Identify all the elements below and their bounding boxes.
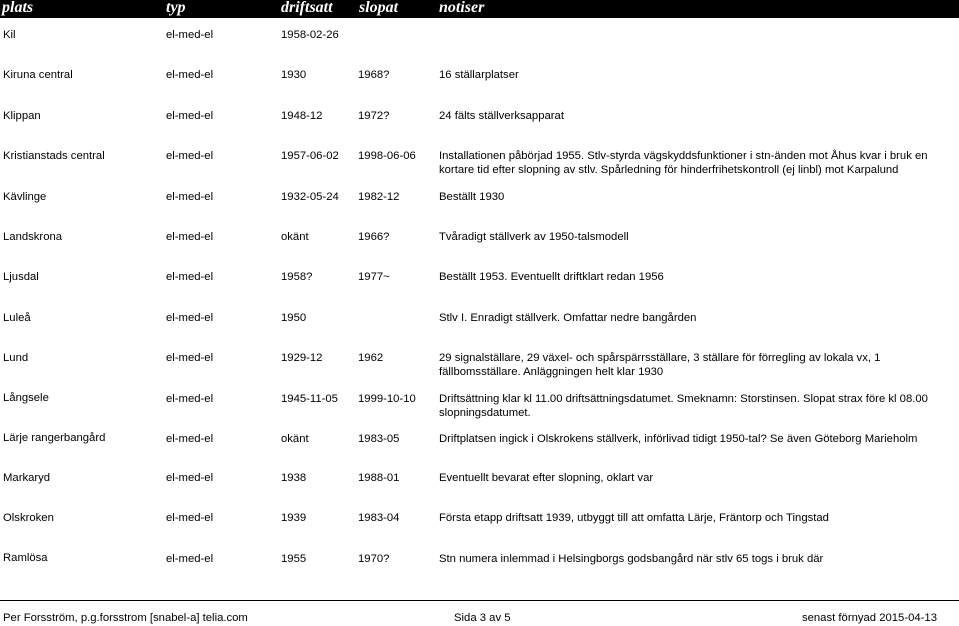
cell-typ: el-med-el (166, 29, 214, 41)
footer-page-number: Sida 3 av 5 (454, 612, 511, 624)
cell-notiser: Stn numera inlemmad i Helsingborgs godsbangård när stlv 65 togs i bruk där (439, 553, 824, 565)
cell-slopat: 1988-01 (358, 472, 400, 484)
cell-plats: Ramlösa (3, 552, 48, 564)
cell-driftsatt: 1945-11-05 (281, 393, 338, 405)
cell-notiser: 24 fälts ställverksapparat (439, 110, 564, 122)
cell-driftsatt: okänt (281, 433, 309, 445)
cell-plats: Kristianstads central (3, 150, 105, 162)
cell-plats: Lärje rangerbangård (3, 432, 106, 444)
cell-typ: el-med-el (166, 150, 214, 162)
header-slopat: slopat (359, 0, 399, 16)
cell-driftsatt: 1938 (281, 472, 307, 484)
cell-slopat: 1999-10-10 (358, 393, 416, 405)
cell-driftsatt: 1950 (281, 312, 307, 324)
cell-typ: el-med-el (166, 433, 214, 445)
cell-notiser: 16 ställarplatser (439, 69, 519, 81)
header-plats: plats (2, 0, 34, 16)
cell-notiser: Driftsättning klar kl 11.00 driftsättningsdatumet. Smeknamn: Storstinsen. Slopat strax före kl 08.00 slopningsdatumet. (439, 393, 928, 419)
cell-plats: Klippan (3, 110, 41, 122)
cell-plats: Luleå (3, 312, 31, 324)
cell-notiser: Eventuellt bevarat efter slopning, oklart var (439, 472, 654, 484)
cell-plats: Kil (3, 29, 16, 41)
cell-driftsatt: 1932-05-24 (281, 191, 339, 203)
cell-typ: el-med-el (166, 69, 214, 81)
cell-slopat: 1982-12 (358, 191, 400, 203)
cell-typ: el-med-el (166, 312, 214, 324)
cell-notiser: Beställt 1953. Eventuellt driftklart redan 1956 (439, 271, 664, 283)
footer-updated-date: senast förnyad 2015-04-13 (801, 612, 937, 624)
cell-driftsatt: 1930 (281, 69, 307, 81)
cell-plats: Ljusdal (3, 271, 39, 283)
cell-typ: el-med-el (166, 191, 214, 203)
cell-driftsatt: okänt (281, 231, 309, 243)
cell-notiser: Driftplatsen ingick i Olskrokens ställverk, införlivad tidigt 1950-tal? Se även Göteborg Marieholm (439, 433, 918, 445)
cell-slopat: 1970? (358, 553, 390, 565)
cell-slopat: 1968? (358, 69, 390, 81)
footer-divider (0, 600, 959, 601)
cell-slopat: 1983-04 (358, 512, 400, 524)
cell-driftsatt: 1957-06-02 (281, 150, 339, 162)
cell-typ: el-med-el (166, 393, 214, 405)
cell-typ: el-med-el (166, 512, 214, 524)
table-header (0, 0, 959, 18)
cell-notiser: Beställt 1930 (439, 191, 505, 203)
header-driftsatt: driftsatt (281, 0, 333, 16)
cell-plats: Kiruna central (3, 69, 73, 81)
cell-slopat: 1977~ (358, 271, 390, 283)
cell-plats: Långsele (3, 392, 49, 404)
cell-plats: Lund (3, 352, 29, 364)
cell-notiser: Installationen påbörjad 1955. Stlv-styrda vägskyddsfunktioner i stn-änden mot Åhus kvar i bruk en kortare tid efter slopning av stlv. Spårledning för hinderfrihetskontroll (ej linbl) mot Karpalund (439, 150, 928, 176)
cell-notiser: Tvåradigt ställverk av 1950-talsmodell (439, 231, 629, 243)
cell-driftsatt: 1929-12 (281, 352, 323, 364)
cell-driftsatt: 1958-02-26 (281, 29, 339, 41)
cell-typ: el-med-el (166, 110, 214, 122)
cell-notiser: Stlv I. Enradigt ställverk. Omfattar nedre bangården (439, 312, 697, 324)
cell-plats: Landskrona (3, 231, 63, 243)
cell-driftsatt: 1939 (281, 512, 307, 524)
header-typ: typ (166, 0, 186, 16)
cell-notiser: 29 signalställare, 29 växel- och spårspärrsställare, 3 ställare för förregling av lokala vx, 1 fällbomsställare. Anläggningen helt klar 1930 (439, 352, 881, 378)
cell-typ: el-med-el (166, 271, 214, 283)
cell-slopat: 1966? (358, 231, 390, 243)
cell-typ: el-med-el (166, 352, 214, 364)
cell-typ: el-med-el (166, 553, 214, 565)
cell-plats: Kävlinge (3, 191, 47, 203)
header-notiser: notiser (439, 0, 485, 16)
cell-driftsatt: 1948-12 (281, 110, 323, 122)
cell-slopat: 1962 (358, 352, 384, 364)
cell-driftsatt: 1955 (281, 553, 307, 565)
cell-driftsatt: 1958? (281, 271, 313, 283)
cell-typ: el-med-el (166, 231, 214, 243)
cell-plats: Olskroken (3, 512, 54, 524)
footer-author: Per Forsström, p.g.forsstrom [snabel-a] telia.com (3, 612, 248, 624)
cell-slopat: 1983-05 (358, 433, 400, 445)
cell-plats: Markaryd (3, 472, 51, 484)
cell-typ: el-med-el (166, 472, 214, 484)
cell-notiser: Första etapp driftsatt 1939, utbyggt till att omfatta Lärje, Fräntorp och Tingstad (439, 512, 829, 524)
cell-slopat: 1972? (358, 110, 390, 122)
cell-slopat: 1998-06-06 (358, 150, 416, 162)
